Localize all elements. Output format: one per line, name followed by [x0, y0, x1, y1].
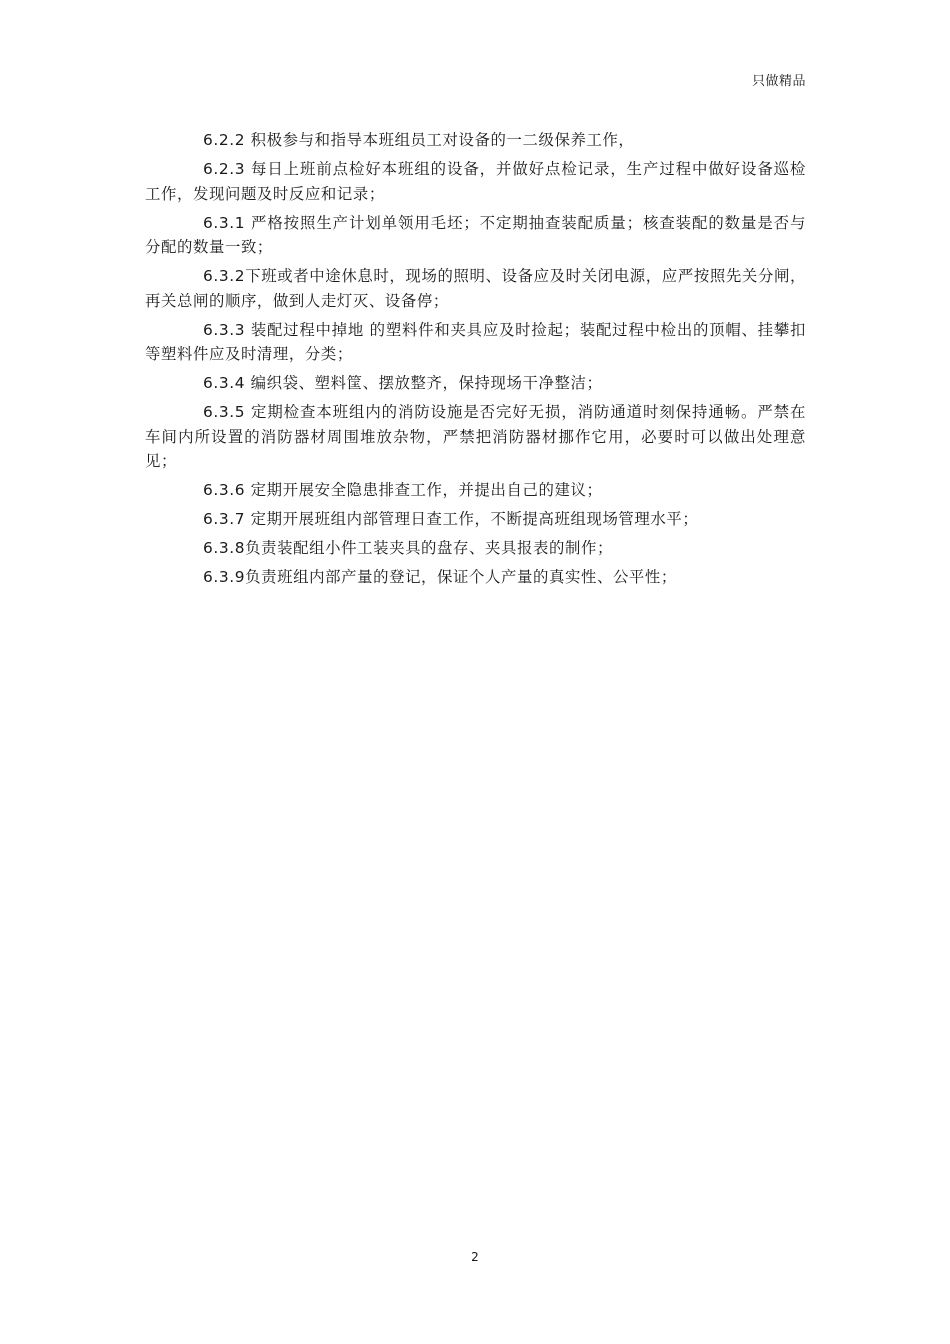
- paragraph-6-2-2: 6.2.2 积极参与和指导本班组员工对设备的一二级保养工作，: [203, 131, 635, 149]
- paragraph-6-3-2: 6.3.2下班或者中途休息时，现场的照明、设备应及时关闭电源，应严按照先关分闸，再关总闸的顺序，做到人走灯灭、设备停；: [145, 267, 806, 310]
- paragraph-6-3-9: 6.3.9负责班组内部产量的登记，保证个人产量的真实性、公平性；: [203, 568, 677, 586]
- page-header-note: 只做精品: [751, 74, 806, 89]
- paragraph-6-3-3: 6.3.3 装配过程中掉地 的塑料件和夹具应及时捡起；装配过程中检出的顶帽、挂攀扣等塑料件应及时清理，分类；: [145, 320, 806, 363]
- page-number: 2: [471, 1250, 479, 1264]
- document-body: [145, 128, 806, 594]
- paragraph-6-3-6: 6.3.6 定期开展安全隐患排查工作，并提出自己的建议；: [203, 481, 603, 499]
- paragraph-6-3-5: 6.3.5 定期检查本班组内的消防设施是否完好无损，消防通道时刻保持通畅。严禁在车间内所设置的消防器材周围堆放杂物，严禁把消防器材挪作它用，必要时可以做出处理意见；: [145, 403, 806, 470]
- paragraph-6-2-3: 6.2.3 每日上班前点检好本班组的设备，并做好点检记录，生产过程中做好设备巡检工作，发现问题及时反应和记录；: [145, 160, 806, 203]
- paragraph-6-3-7: 6.3.7 定期开展班组内部管理日查工作，不断提高班组现场管理水平；: [203, 510, 699, 528]
- paragraph-6-3-8: 6.3.8负责装配组小件工装夹具的盘存、夹具报表的制作；: [203, 539, 613, 557]
- paragraph-6-3-4: 6.3.4 编织袋、塑料筐、摆放整齐，保持现场干净整洁；: [203, 374, 603, 392]
- paragraph-6-3-1: 6.3.1 严格按照生产计划单领用毛坯；不定期抽查装配质量；核查装配的数量是否与分配的数量一致；: [145, 213, 806, 256]
